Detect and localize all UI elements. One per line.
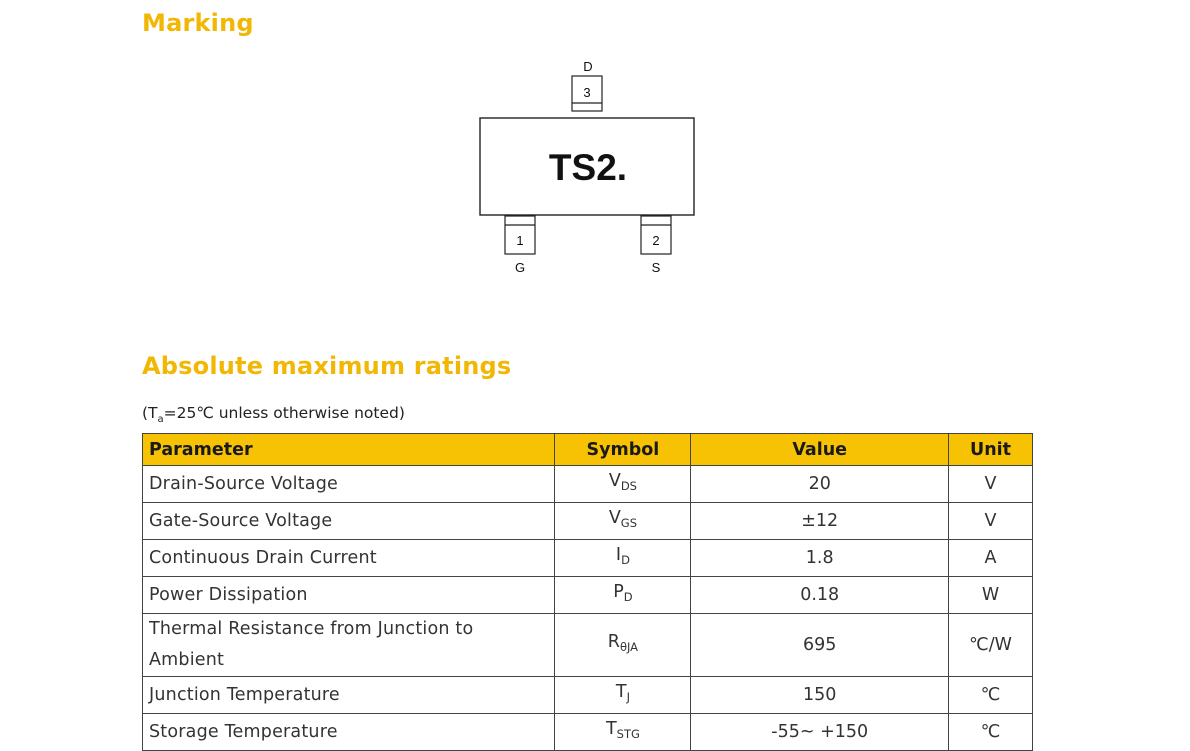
table-row (143, 714, 1033, 751)
table-row (143, 540, 1033, 577)
table-row (143, 466, 1033, 503)
symbol-cell (555, 614, 691, 677)
symbol-cell (555, 540, 691, 577)
table-row (143, 614, 1033, 677)
symbol-letter: V (608, 508, 621, 528)
symbol-letter: V (608, 471, 621, 491)
conditions-subscript: a (157, 414, 164, 426)
symbol-letter: T (605, 719, 617, 739)
symbol-subscript: STG (616, 727, 640, 741)
value-cell: 695 (691, 614, 949, 677)
parameter-cell: Continuous Drain Current (143, 540, 555, 577)
unit-cell: W (949, 577, 1033, 614)
header-unit: Unit (949, 434, 1033, 466)
absolute-maximum-ratings-table (142, 433, 1033, 751)
header-parameter: Parameter (143, 434, 555, 466)
symbol-cell (555, 677, 691, 714)
conditions-suffix: =25℃ unless otherwise noted) (163, 404, 405, 422)
symbol-cell (555, 503, 691, 540)
unit-cell: A (949, 540, 1033, 577)
pin-1-number: 1 (516, 233, 524, 248)
symbol-subscript: J (626, 690, 630, 704)
symbol-cell (555, 577, 691, 614)
symbol-subscript: θJA (619, 640, 639, 654)
symbol-cell (555, 466, 691, 503)
unit-cell: ℃ (949, 714, 1033, 751)
table-row (143, 503, 1033, 540)
unit-cell: V (949, 503, 1033, 540)
value-cell: ±12 (691, 503, 949, 540)
marking-section-title: Marking (142, 9, 254, 37)
parameter-cell: Gate-Source Voltage (143, 503, 555, 540)
ratings-section-title: Absolute maximum ratings (142, 352, 512, 380)
symbol-letter: I (615, 545, 622, 565)
unit-cell: ℃ (949, 677, 1033, 714)
parameter-cell: Thermal Resistance from Junction to Ambient (143, 614, 555, 677)
unit-cell: ℃/W (949, 614, 1033, 677)
symbol-letter: T (615, 682, 627, 702)
parameter-cell: Power Dissipation (143, 577, 555, 614)
parameter-cell: Junction Temperature (143, 677, 555, 714)
ratings-conditions-note (142, 404, 405, 425)
pin-3-number: 3 (583, 85, 591, 100)
symbol-letter: P (613, 582, 624, 602)
table-row (143, 677, 1033, 714)
pin-3-name: D (583, 59, 593, 74)
value-cell: 1.8 (691, 540, 949, 577)
symbol-subscript: DS (620, 479, 637, 493)
symbol-subscript: GS (620, 516, 638, 530)
symbol-subscript: D (623, 590, 633, 604)
value-cell: 0.18 (691, 577, 949, 614)
pin-1-name: G (514, 260, 526, 275)
header-symbol: Symbol (555, 434, 691, 466)
symbol-letter: R (607, 632, 620, 652)
value-cell: 150 (691, 677, 949, 714)
parameter-cell: Storage Temperature (143, 714, 555, 751)
table-row (143, 577, 1033, 614)
marking-code: TS2. (548, 147, 628, 188)
sot23-package-diagram (470, 55, 710, 280)
symbol-cell (555, 714, 691, 751)
pin-2-number: 2 (652, 233, 660, 248)
value-cell: 20 (691, 466, 949, 503)
unit-cell: V (949, 466, 1033, 503)
value-cell: -55~ +150 (691, 714, 949, 751)
parameter-cell: Drain-Source Voltage (143, 466, 555, 503)
header-value: Value (691, 434, 949, 466)
symbol-subscript: D (621, 553, 630, 567)
table-header-row (143, 434, 1033, 466)
pin-2-name: S (651, 260, 661, 275)
conditions-prefix: (T (142, 404, 158, 422)
